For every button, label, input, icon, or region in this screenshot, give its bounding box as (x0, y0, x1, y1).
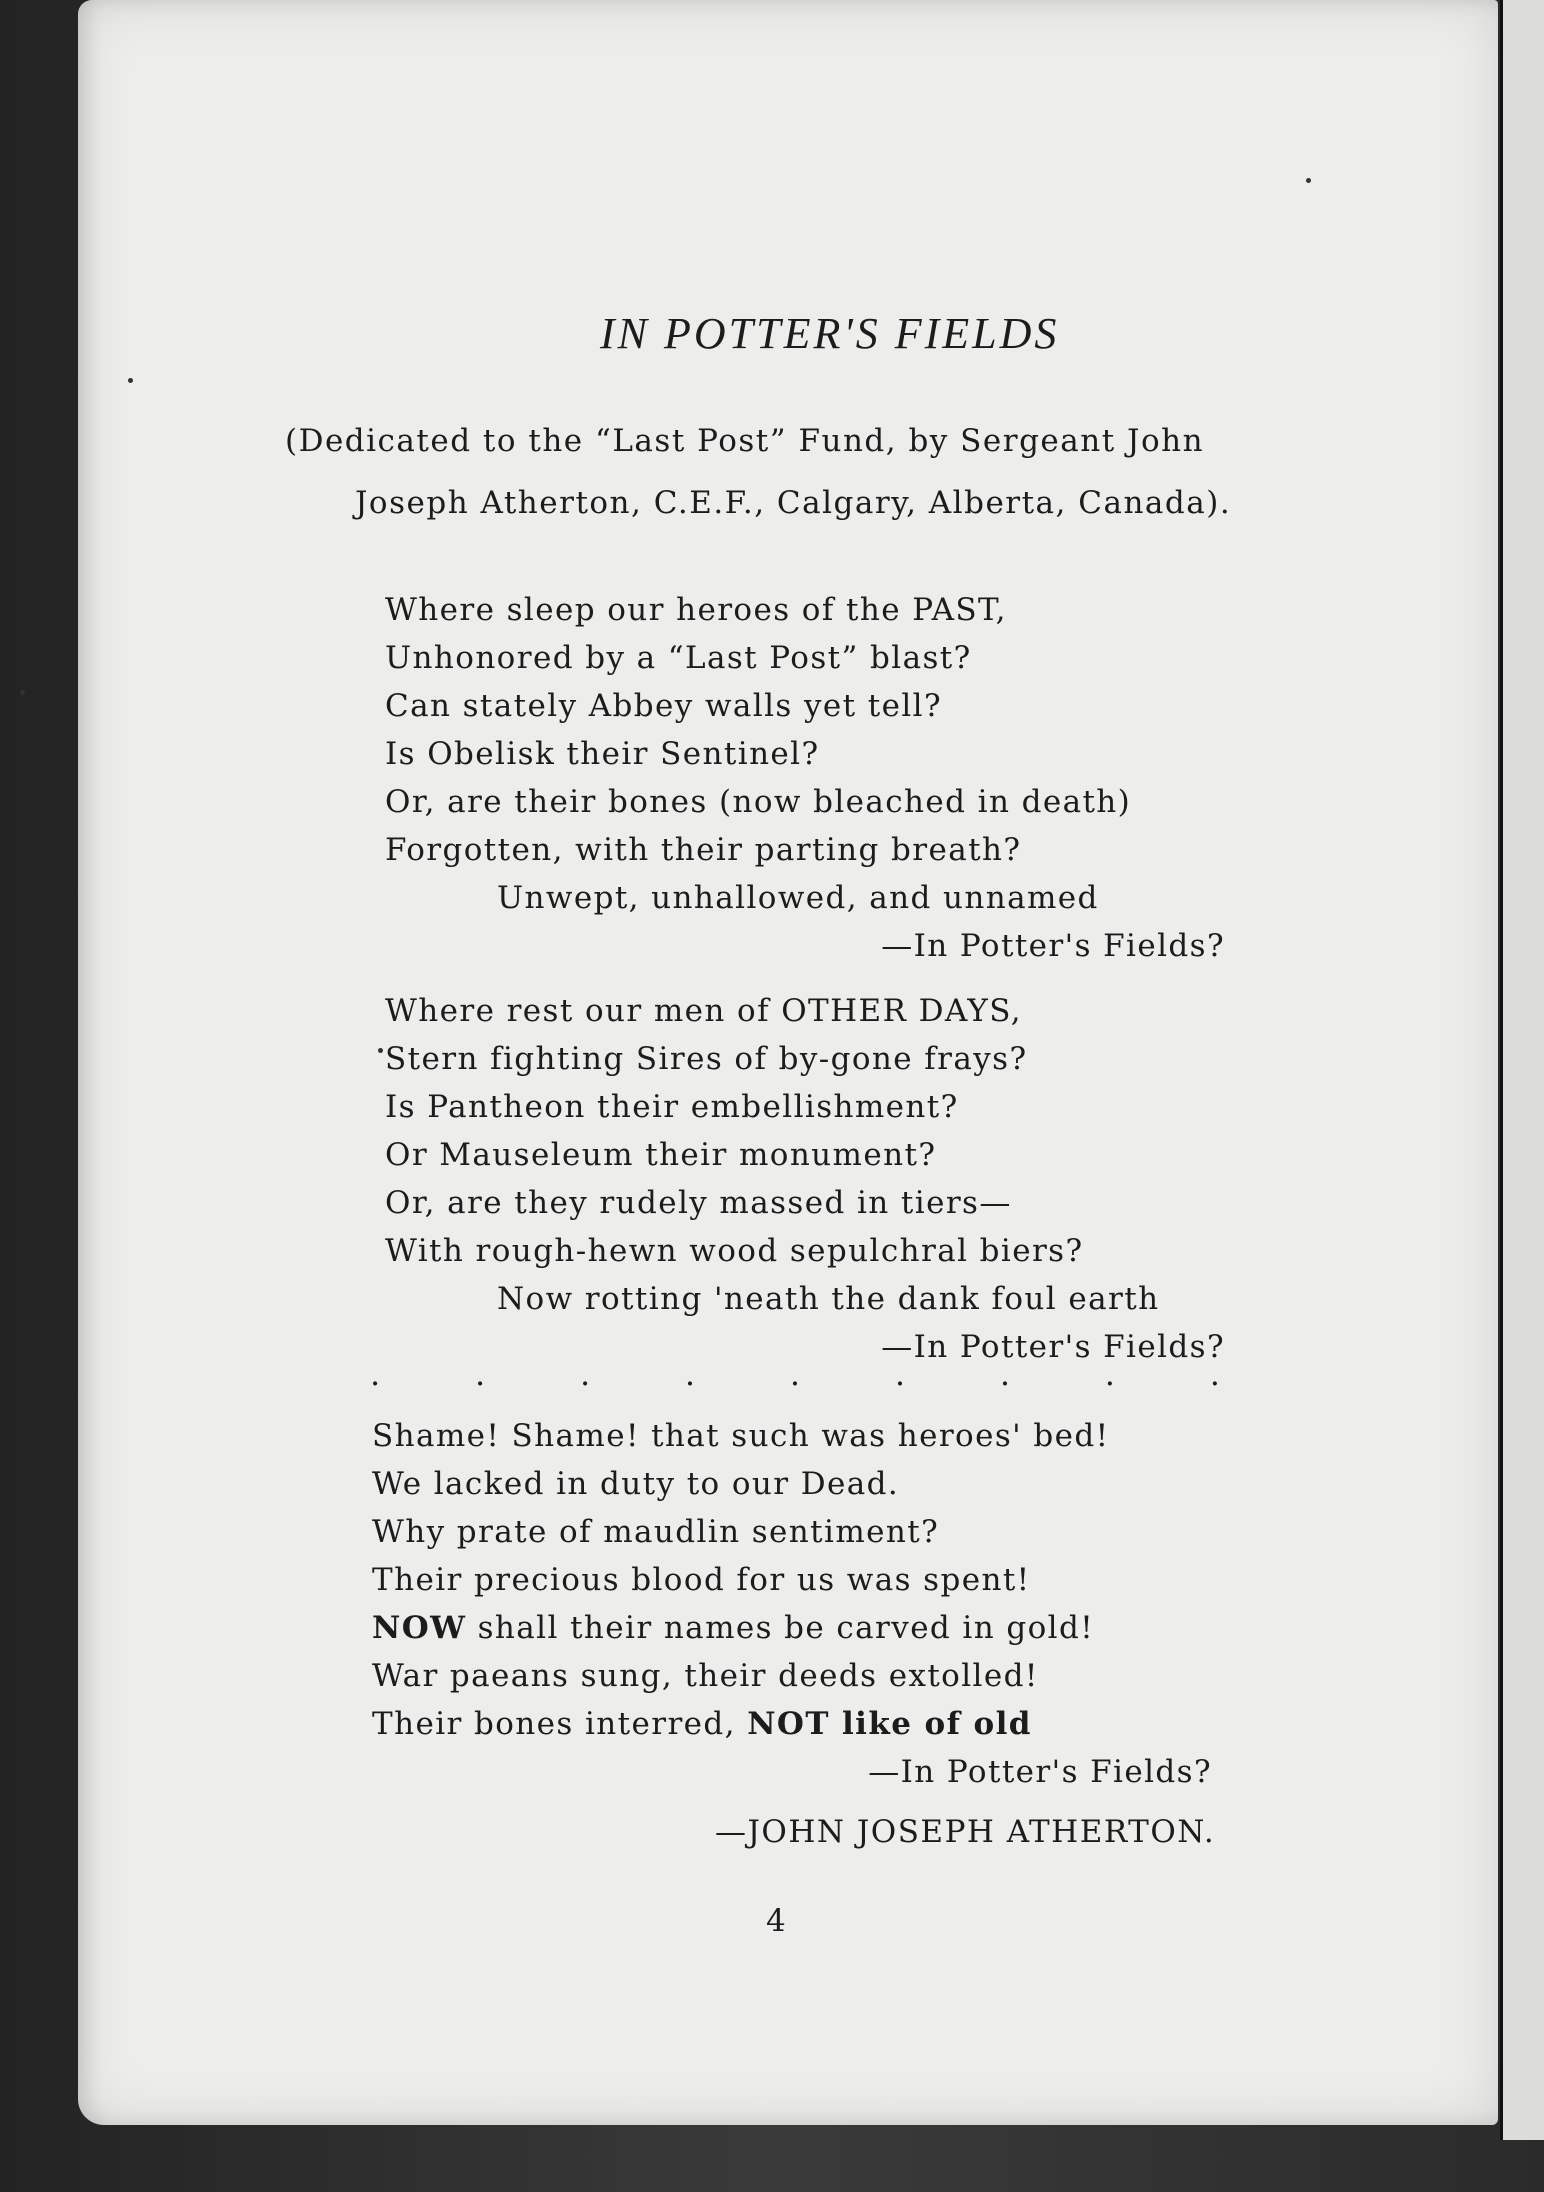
poem-title: IN POTTER'S FIELDS (600, 309, 1060, 358)
ellipsis-dot: . (894, 1355, 906, 1393)
poem-line: Shame! Shame! that such was heroes' bed! (372, 1418, 1110, 1454)
author-signature: —JOHN JOSEPH ATHERTON. (715, 1814, 1216, 1850)
poem-refrain: —In Potter's Fields? (868, 1754, 1212, 1790)
ellipsis-row (370, 1355, 1220, 1393)
dedication-line: (Dedicated to the “Last Post” Fund, by Sergeant John (285, 423, 1205, 459)
ellipsis-dot: . (370, 1355, 381, 1393)
dedication (285, 410, 1345, 534)
stanza-3 (372, 1412, 1232, 1796)
poem-line: Or, are their bones (now bleached in death) (385, 784, 1132, 820)
poem-line: Forgotten, with their parting breath? (385, 832, 1022, 868)
poem-line: Or, are they rudely massed in tiers— (385, 1185, 1012, 1221)
poem-line: Or Mauseleum their monument? (385, 1137, 937, 1173)
poem-line (372, 1700, 1232, 1748)
poem-line (372, 1604, 1232, 1652)
emphasis-not-like-of-old: NOT like of old (747, 1706, 1032, 1742)
emphasis-now: NOW (372, 1610, 467, 1646)
ellipsis-dot: . (474, 1355, 486, 1393)
page-number: 4 (766, 1903, 786, 1939)
stanza-1 (385, 586, 1245, 970)
poem-line: Unwept, unhallowed, and unnamed (497, 880, 1099, 916)
poem-line: We lacked in duty to our Dead. (372, 1466, 900, 1502)
ellipsis-dot: . (579, 1355, 591, 1393)
poem-line-text: shall their names be carved in gold! (477, 1610, 1095, 1646)
dedication-line: Joseph Atherton, C.E.F., Calgary, Alberta, Canada). (355, 485, 1232, 521)
stanza-2 (385, 987, 1245, 1371)
poem-line: Their precious blood for us was spent! (372, 1562, 1031, 1598)
poem-line: Where sleep our heroes of the PAST, (385, 592, 1007, 628)
poem-line: Unhonored by a “Last Post” blast? (385, 640, 972, 676)
poem-line: Where rest our men of OTHER DAYS, (385, 993, 1023, 1029)
poem-line: Can stately Abbey walls yet tell? (385, 688, 942, 724)
poem-line: Why prate of maudlin sentiment? (372, 1514, 940, 1550)
poem-refrain: —In Potter's Fields? (881, 928, 1225, 964)
poem-refrain: —In Potter's Fields? (881, 1329, 1225, 1365)
poem-line: With rough-hewn wood sepulchral biers? (385, 1233, 1084, 1269)
poem-line: Is Obelisk their Sentinel? (385, 736, 820, 772)
ellipsis-dot: . (999, 1355, 1010, 1393)
ellipsis-dot: . (1209, 1355, 1220, 1393)
poem-line: Is Pantheon their embellishment? (385, 1089, 959, 1125)
ellipsis-dot: . (1104, 1355, 1115, 1393)
ellipsis-dot: . (789, 1355, 801, 1393)
ellipsis-dot: . (684, 1355, 696, 1393)
poem-line: War paeans sung, their deeds extolled! (372, 1658, 1039, 1694)
poem-line: Now rotting 'neath the dank foul earth (497, 1281, 1160, 1317)
poem-line: Stern fighting Sires of by-gone frays? (385, 1041, 1028, 1077)
poem-line-text: Their bones interred, (372, 1706, 736, 1742)
